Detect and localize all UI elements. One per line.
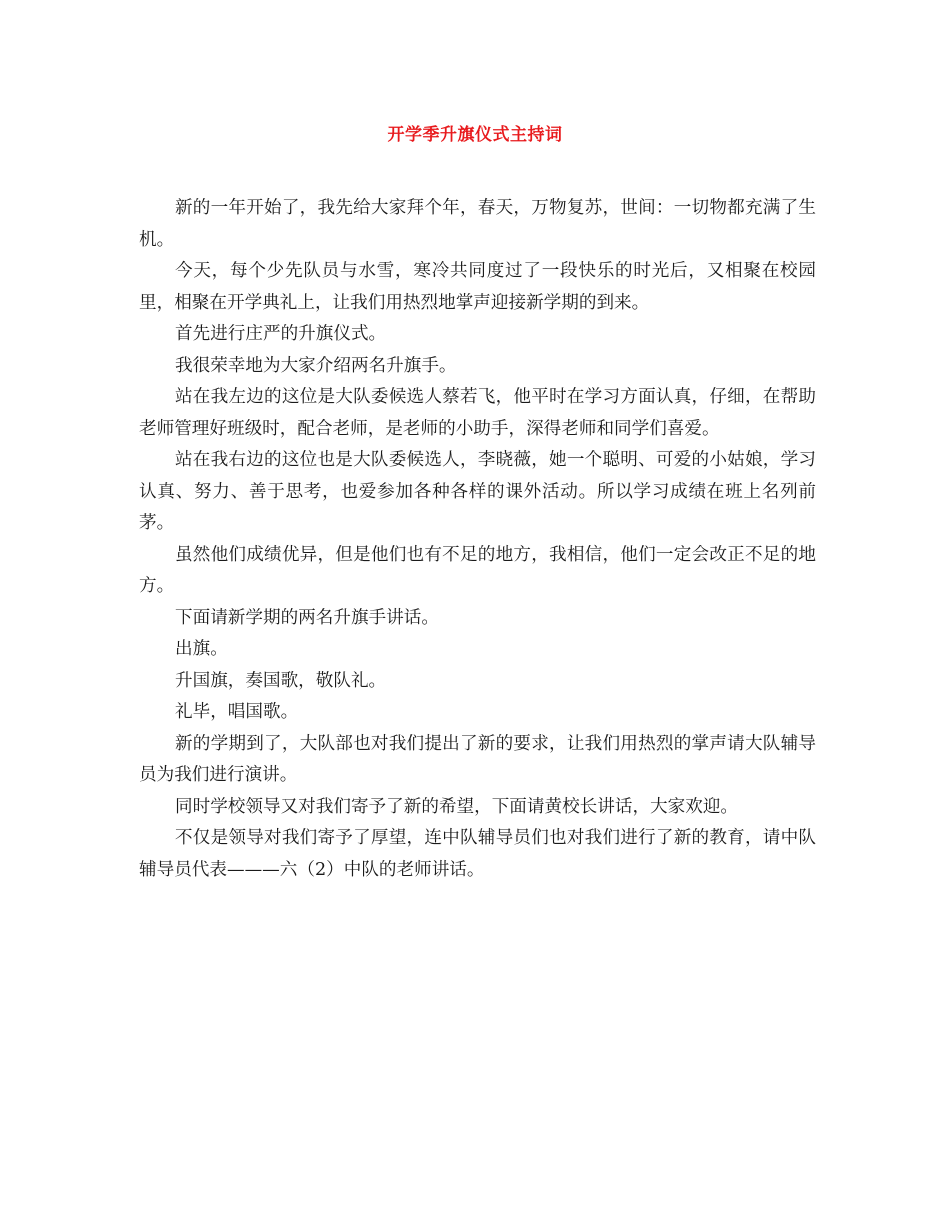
paragraph: 站在我右边的这位也是大队委候选人，李晓薇，她一个聪明、可爱的小姑娘，学习认真、努力、善于思考，也爱参加各种各样的课外活动。所以学习成绩在班上名列前茅。 [139, 450, 816, 533]
paragraph: 虽然他们成绩优异，但是他们也有不足的地方，我相信，他们一定会改正不足的地方。 [139, 544, 816, 596]
paragraph: 新的学期到了，大队部也对我们提出了新的要求，让我们用热烈的掌声请大队辅导员为我们进行演讲。 [139, 733, 816, 785]
paragraph: 新的一年开始了，我先给大家拜个年，春天，万物复苏，世间：一切物都充满了生机。 [139, 198, 816, 250]
paragraph: 下面请新学期的两名升旗手讲话。 [175, 607, 439, 628]
document-title: 开学季升旗仪式主持词 [387, 125, 563, 145]
paragraph: 升国旗，奏国歌，敬队礼。 [175, 670, 387, 691]
paragraph: 今天，每个少先队员与水雪，寒冷共同度过了一段快乐的时光后，又相聚在校园里，相聚在开学典礼上，让我们用热烈地掌声迎接新学期的到来。 [139, 261, 816, 313]
paragraph: 首先进行庄严的升旗仪式。 [175, 324, 387, 344]
paragraph: 礼毕，唱国歌。 [175, 702, 299, 722]
paragraph: 不仅是领导对我们寄予了厚望，连中队辅导员们也对我们进行了新的教育，请中队辅导员代表———六（2）中队的老师讲话。 [139, 828, 816, 880]
paragraph: 出旗。 [175, 639, 228, 659]
paragraph: 站在我左边的这位是大队委候选人蔡若飞，他平时在学习方面认真，仔细，在帮助老师管理好班级时，配合老师，是老师的小助手，深得老师和同学们喜爱。 [139, 387, 816, 439]
document-body [139, 193, 816, 886]
paragraph: 我很荣幸地为大家介绍两名升旗手。 [175, 355, 457, 376]
paragraph: 同时学校领导又对我们寄予了新的希望，下面请黄校长讲话，大家欢迎。 [175, 796, 739, 817]
